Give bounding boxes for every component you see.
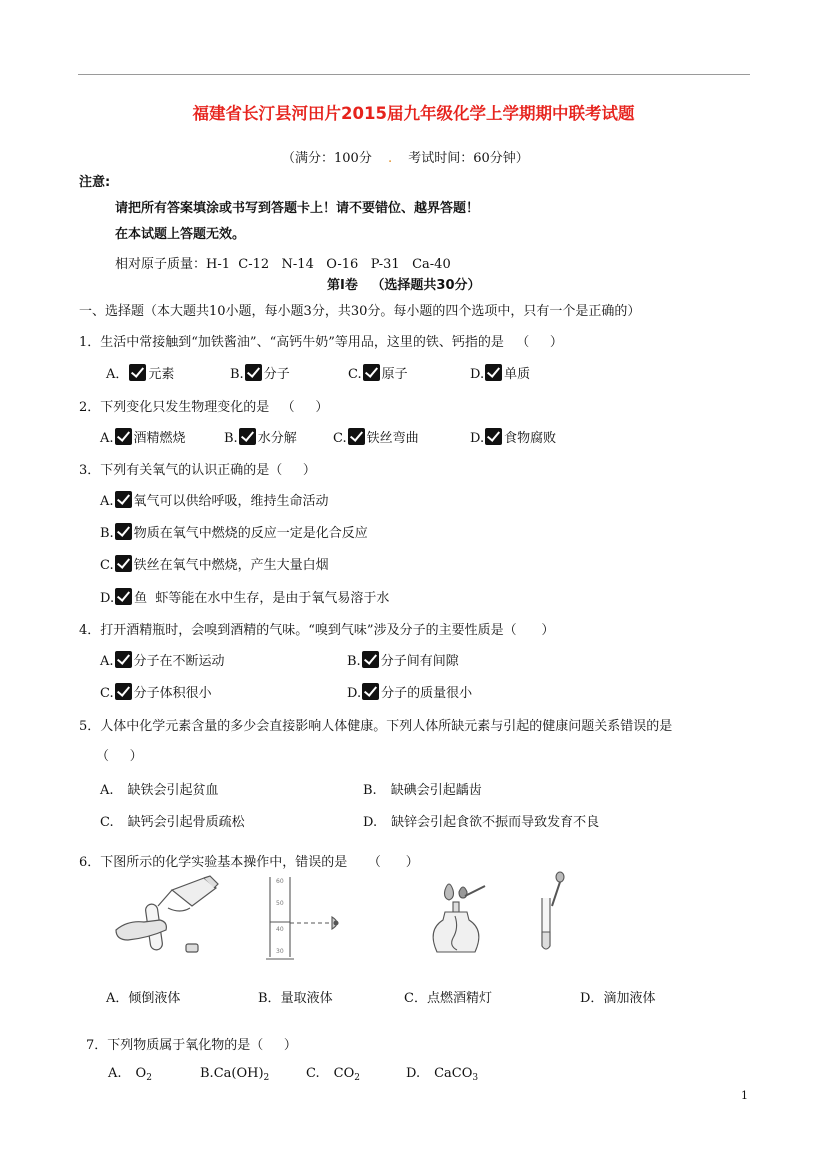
- checkmark-icon: [115, 651, 132, 668]
- checkmark-icon: [245, 364, 262, 381]
- q6-option-b[interactable]: [258, 987, 333, 1006]
- q6-option-c[interactable]: [404, 987, 492, 1006]
- option-letter: C.: [333, 431, 347, 446]
- checkmark-icon: [348, 428, 365, 445]
- q3-option-b[interactable]: [100, 522, 368, 541]
- cylinder-tick-50: 50: [276, 900, 284, 907]
- option-text: O: [135, 1066, 147, 1081]
- option-letter: C.: [306, 1066, 320, 1081]
- checkmark-icon: [485, 428, 502, 445]
- q6-option-d[interactable]: [580, 987, 655, 1006]
- option-letter: B.: [200, 1066, 214, 1081]
- q2-option-b[interactable]: [224, 427, 297, 446]
- alcohol-lamp-figure: [415, 876, 510, 964]
- question-6-stem: 6．下图所示的化学实验基本操作中，错误的是 （ ）: [79, 855, 419, 870]
- option-letter: C．: [404, 991, 427, 1006]
- checkmark-icon: [115, 555, 132, 572]
- q4-option-c[interactable]: [100, 682, 212, 701]
- option-letter: B.: [363, 783, 377, 798]
- option-text: 缺铁会引起贫血: [127, 783, 219, 798]
- option-text: CO: [333, 1066, 355, 1081]
- page-number: 1: [741, 1089, 748, 1102]
- question-3-stem: 3．下列有关氧气的认识正确的是（ ）: [79, 463, 316, 478]
- option-letter: B.: [230, 367, 244, 382]
- option-text: 缺钙会引起骨质疏松: [127, 815, 245, 830]
- q3-option-c[interactable]: [100, 554, 329, 573]
- q2-option-d[interactable]: [470, 427, 556, 446]
- option-text: 水分解: [257, 431, 297, 446]
- option-letter: D.: [470, 431, 485, 446]
- score-info: [282, 147, 529, 166]
- cylinder-tick-30: 30: [276, 948, 284, 955]
- pouring-liquid-figure: [108, 874, 223, 960]
- q5-option-d[interactable]: [363, 811, 599, 830]
- option-letter: A.: [100, 783, 114, 798]
- option-text: 铁丝弯曲: [366, 431, 419, 446]
- option-letter: D.: [363, 815, 378, 830]
- option-letter: D.: [100, 591, 115, 606]
- option-text: 食物腐败: [504, 431, 557, 446]
- option-letter: A.: [100, 431, 114, 446]
- option-letter: B.: [347, 654, 361, 669]
- q1-option-b[interactable]: [230, 363, 290, 382]
- option-letter: D．: [580, 991, 604, 1006]
- q4-option-b[interactable]: [347, 650, 459, 669]
- option-subscript: 2: [146, 1073, 152, 1083]
- option-letter: C.: [100, 686, 114, 701]
- q4-option-d[interactable]: [347, 682, 472, 701]
- option-letter: A．: [106, 991, 129, 1006]
- checkmark-icon: [115, 588, 132, 605]
- page-title: 福建省长汀县河田片2015届九年级化学上学期期中联考试题: [192, 104, 635, 123]
- q2-option-a[interactable]: [100, 427, 186, 446]
- option-text: 分子间有间隙: [380, 654, 459, 669]
- checkmark-icon: [115, 428, 132, 445]
- option-letter: D.: [470, 367, 485, 382]
- atomic-mass: 相对原子质量：H-1 C-12 N-14 O-16 P-31 Ca-40: [115, 257, 451, 272]
- checkmark-icon: [362, 683, 379, 700]
- score-info-dot: .: [387, 151, 393, 166]
- option-letter: A.: [100, 654, 114, 669]
- option-letter: C.: [100, 558, 114, 573]
- option-letter: A.: [100, 494, 114, 509]
- option-text: 分子体积很小: [133, 686, 212, 701]
- option-text: 分子在不断运动: [133, 654, 225, 669]
- q5-option-c[interactable]: [100, 811, 245, 830]
- q5-option-a[interactable]: [100, 779, 219, 798]
- checkmark-icon: [363, 364, 380, 381]
- option-text: 鱼 虾等能在水中生存，是由于氧气易溶于水: [134, 591, 390, 606]
- option-text: 滴加液体: [603, 991, 656, 1006]
- question-4-stem: 4．打开酒精瓶时，会嗅到酒精的气味。“嗅到气味”涉及分子的主要性质是（ ）: [79, 623, 555, 638]
- option-letter: C.: [100, 815, 114, 830]
- cylinder-tick-60: 60: [276, 878, 284, 885]
- option-text: 点燃酒精灯: [426, 991, 492, 1006]
- q1-option-c[interactable]: [348, 363, 408, 382]
- option-letter: D.: [406, 1066, 421, 1081]
- option-text: 原子: [381, 367, 408, 382]
- option-text: 酒精燃烧: [133, 431, 186, 446]
- option-letter: D.: [347, 686, 362, 701]
- q7-option-a[interactable]: [108, 1066, 152, 1083]
- cylinder-tick-40: 40: [276, 926, 284, 933]
- notice-line-2: 在本试题上答题无效。: [115, 227, 246, 242]
- q1-option-a[interactable]: [106, 363, 174, 382]
- q7-option-d[interactable]: [406, 1066, 478, 1083]
- option-text: 物质在氧气中燃烧的反应一定是化合反应: [133, 526, 368, 541]
- q4-option-a[interactable]: [100, 650, 225, 669]
- option-text: 倾倒液体: [128, 991, 181, 1006]
- checkmark-icon: [129, 364, 146, 381]
- question-5-stem-cont: （ ）: [96, 749, 143, 764]
- option-subscript: 3: [472, 1073, 479, 1083]
- section-title: 第Ⅰ卷 （选择题共30分）: [327, 278, 481, 293]
- option-letter: C.: [348, 367, 362, 382]
- score-info-right: 考试时间：60分钟）: [408, 151, 529, 166]
- checkmark-icon: [115, 683, 132, 700]
- question-7-stem: 7．下列物质属于氧化物的是（ ）: [86, 1038, 297, 1053]
- option-subscript: 2: [263, 1073, 270, 1083]
- header-rule: [78, 74, 750, 75]
- q6-option-a[interactable]: [106, 987, 180, 1006]
- option-text: 氧气可以供给呼吸，维持生命活动: [133, 494, 329, 509]
- q2-option-c[interactable]: [333, 427, 419, 446]
- q7-option-c[interactable]: [306, 1066, 360, 1083]
- checkmark-icon: [485, 364, 502, 381]
- score-info-left: （满分：100分: [282, 151, 372, 166]
- option-text: Ca(OH): [213, 1066, 264, 1081]
- option-text: 铁丝在氧气中燃烧，产生大量白烟: [133, 558, 329, 573]
- checkmark-icon: [115, 491, 132, 508]
- section-intro: 一、选择题（本大题共10小题，每小题3分，共30分。每小题的四个选项中，只有一个是正确的）: [79, 304, 641, 319]
- q7-option-b[interactable]: [200, 1066, 269, 1083]
- q3-option-d[interactable]: [100, 587, 389, 606]
- option-text: 单质: [504, 367, 531, 382]
- option-text: 元素: [148, 367, 175, 382]
- question-1-stem: 1．生活中常接触到“加铁酱油”、“高钙牛奶”等用品，这里的铁、钙指的是 （ ）: [79, 335, 563, 350]
- question-5-stem: 5．人体中化学元素含量的多少会直接影响人体健康。下列人体所缺元素与引起的健康问题关系错误的是: [79, 719, 673, 734]
- checkmark-icon: [239, 428, 256, 445]
- notice-label: 注意:: [79, 175, 111, 190]
- dropper-figure: [530, 870, 580, 954]
- option-text: 量取液体: [280, 991, 333, 1006]
- question-2-stem: 2．下列变化只发生物理变化的是 （ ）: [79, 400, 329, 415]
- q1-option-d[interactable]: [470, 363, 530, 382]
- option-letter: A．: [106, 367, 129, 382]
- measuring-cylinder-figure: [262, 875, 357, 963]
- option-text: 分子: [263, 367, 290, 382]
- option-text: CaCO: [434, 1066, 473, 1081]
- option-letter: B.: [224, 431, 238, 446]
- option-subscript: 2: [354, 1073, 360, 1083]
- checkmark-icon: [362, 651, 379, 668]
- notice-line-1: 请把所有答案填涂或书写到答题卡上！请不要错位、越界答题！: [115, 201, 480, 216]
- q3-option-a[interactable]: [100, 490, 329, 509]
- option-letter: B．: [258, 991, 281, 1006]
- checkmark-icon: [115, 523, 132, 540]
- option-letter: B.: [100, 526, 114, 541]
- option-text: 缺碘会引起龋齿: [390, 783, 482, 798]
- option-text: 分子的质量很小: [381, 686, 473, 701]
- option-letter: A.: [108, 1066, 122, 1081]
- option-text: 缺锌会引起食欲不振而导致发育不良: [391, 815, 600, 830]
- q5-option-b[interactable]: [363, 779, 482, 798]
